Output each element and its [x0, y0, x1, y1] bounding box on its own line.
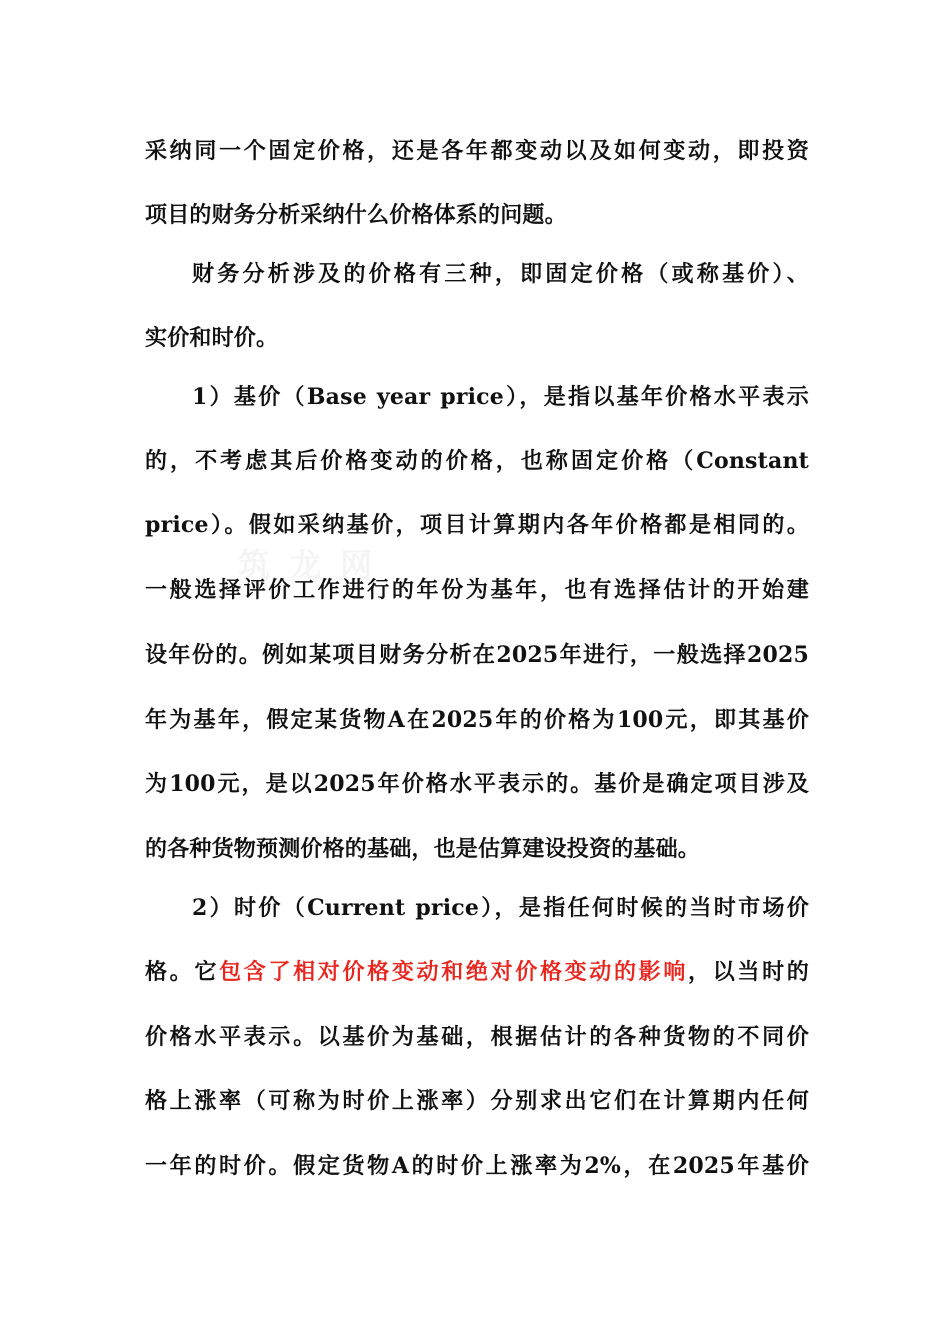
- text-line: 采纳同一个固定价格，还是各年都变动以及如何变动，即投资: [145, 138, 809, 164]
- text-line: price）。假如采纳基价，项目计算期内各年价格都是相同的。: [145, 512, 809, 538]
- text-line: 2）时价（Current price），是指任何时候的当时市场价: [192, 895, 809, 921]
- text-line: 格上涨率（可称为时价上涨率）分别求出它们在计算期内任何: [145, 1088, 809, 1114]
- text-line: 实价和时价。: [145, 325, 279, 351]
- text-line: 的各种货物预测价格的基础，也是估算建设投资的基础。: [145, 836, 701, 862]
- highlighted-text: 包含了相对价格变动和绝对价格变动的影响: [219, 959, 689, 985]
- text-line: 为100元，是以2025年价格水平表示的。基价是确定项目涉及: [145, 771, 809, 797]
- text-line: 价格水平表示。以基价为基础，根据估计的各种货物的不同价: [145, 1024, 809, 1050]
- watermark: 筑 龙 网: [238, 546, 377, 584]
- text-segment: ，以当时的: [688, 959, 809, 985]
- text-line: 项目的财务分析采纳什么价格体系的问题。: [145, 202, 567, 228]
- text-line: 1）基价（Base year price），是指以基年价格水平表示: [192, 384, 809, 410]
- text-line: 财务分析涉及的价格有三种，即固定价格（或称基价）、: [192, 261, 809, 287]
- text-line: 一年的时价。假定货物A的时价上涨率为2%，在2025年基价: [145, 1153, 809, 1179]
- text-segment: 格。它: [145, 959, 220, 985]
- text-line-with-highlight: [145, 954, 809, 990]
- text-line: 年为基年，假定某货物A在2025年的价格为100元，即其基价: [145, 707, 809, 733]
- text-line: 设年份的。例如某项目财务分析在2025年进行，一般选择2025: [145, 642, 809, 668]
- text-line: 的，不考虑其后价格变动的价格，也称固定价格（Constant: [145, 448, 809, 474]
- text-line: 一般选择评价工作进行的年份为基年，也有选择估计的开始建: [145, 577, 809, 603]
